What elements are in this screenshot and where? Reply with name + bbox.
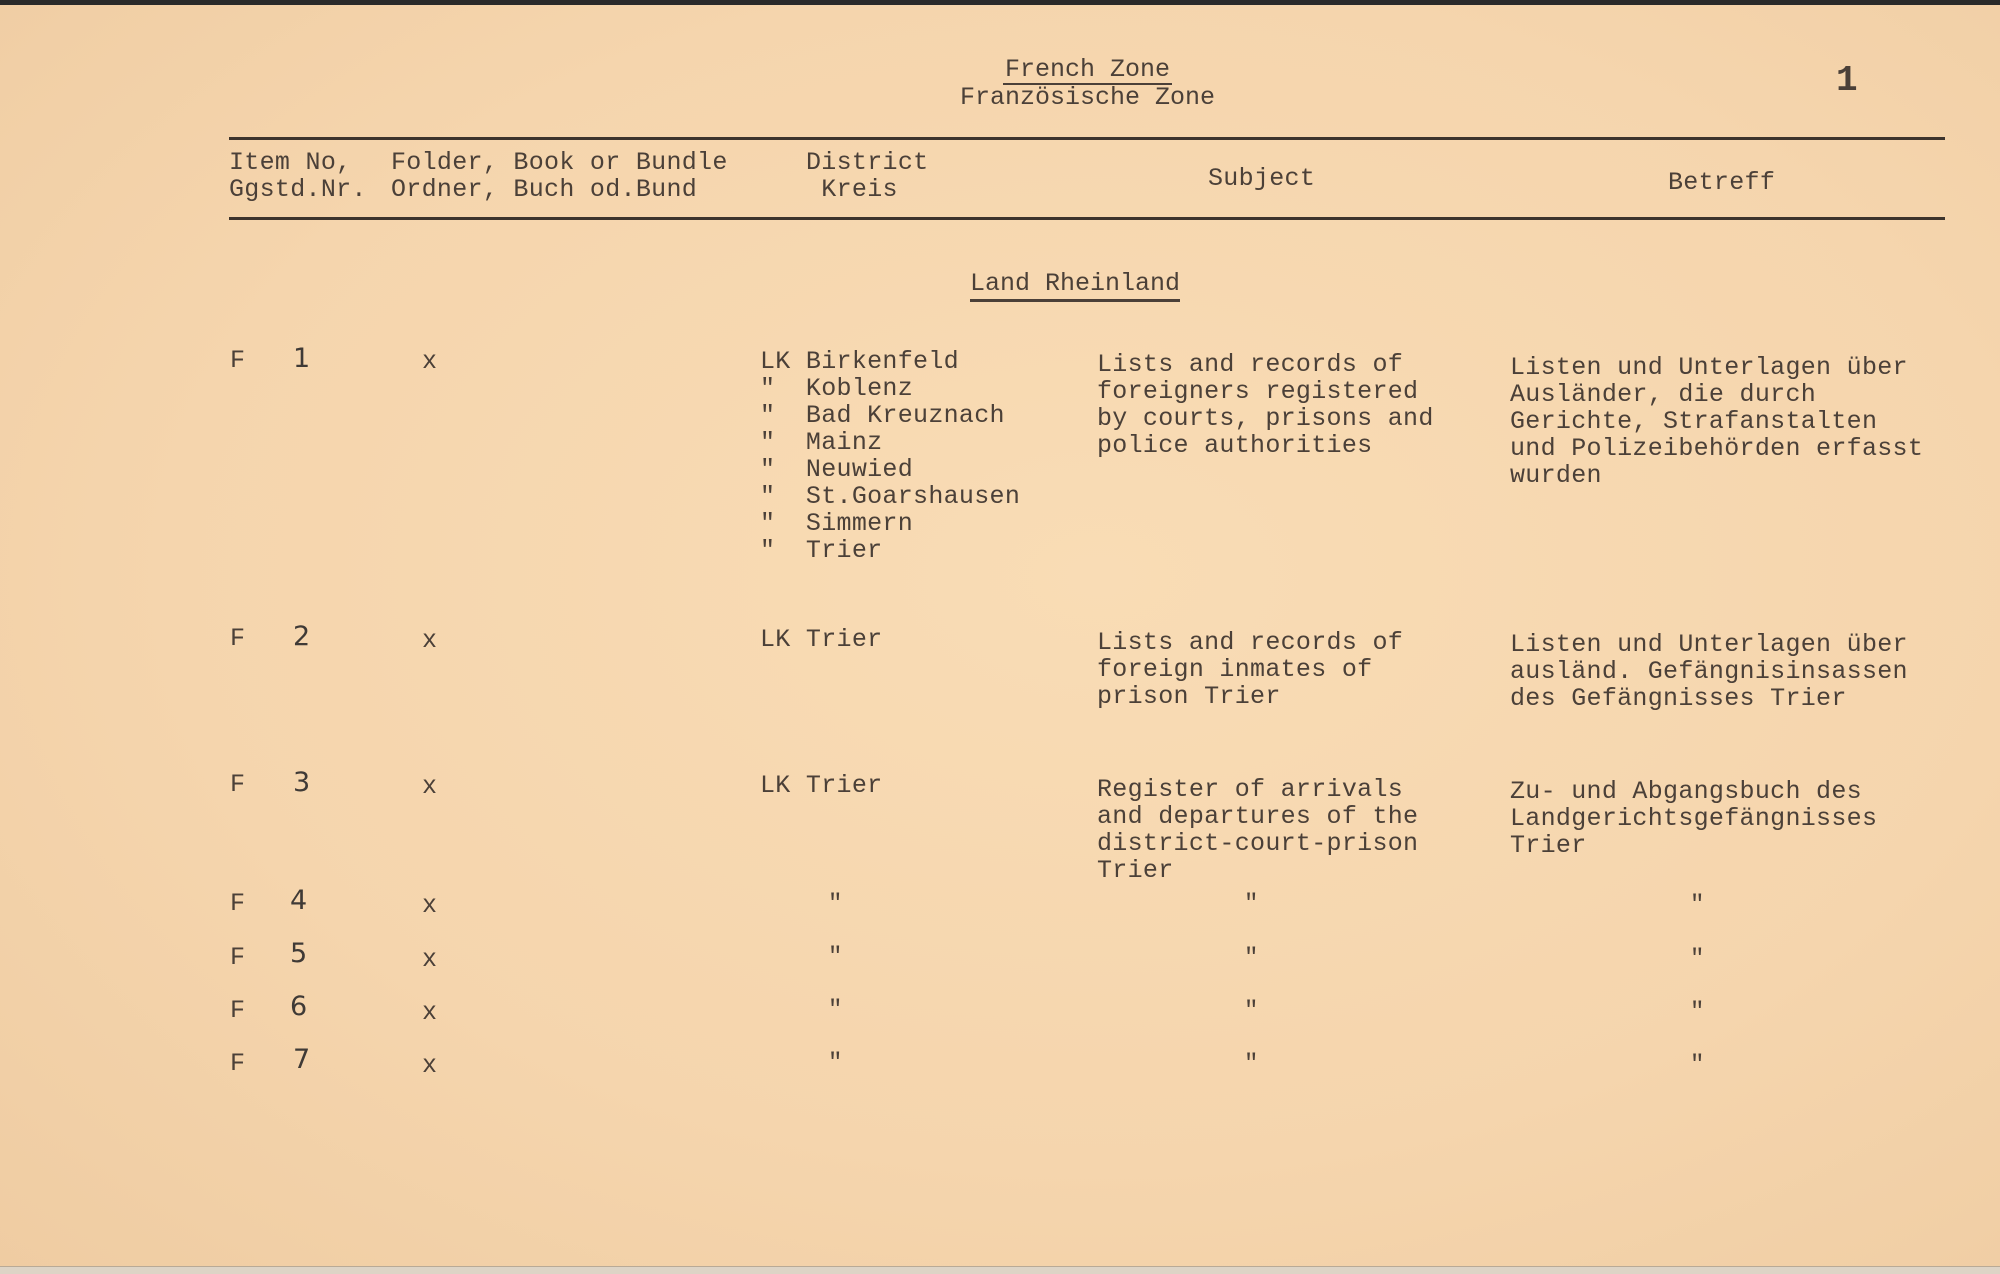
subject-ditto: "	[1244, 1051, 1259, 1078]
subject-cell: Lists and records of foreigners registered by courts, prisons and police authorities	[1097, 350, 1434, 460]
item-number: 5	[290, 938, 308, 969]
folder-mark: x	[422, 1051, 438, 1080]
zone-title-en: French Zone	[1004, 55, 1171, 84]
item-number: 6	[290, 991, 308, 1022]
item-prefix: F	[230, 770, 246, 799]
column-header-item-no: Item No, Ggstd.Nr.	[229, 148, 367, 204]
district-cell: LK Trier	[760, 771, 883, 800]
item-prefix: F	[230, 624, 246, 653]
item-number: 3	[293, 767, 311, 798]
betreff-cell: Listen und Unterlagen über Ausländer, die durch Gerichte, Strafanstalten und Polizeibehörden erfasst wurden	[1510, 353, 1924, 490]
column-header-folder: Folder, Book or Bundle Ordner, Buch od.Bund	[391, 148, 728, 204]
item-number: 1	[293, 343, 311, 374]
district-ditto: "	[828, 944, 843, 971]
folder-mark: x	[422, 626, 438, 655]
item-prefix: F	[230, 346, 246, 375]
betreff-cell: Zu- und Abgangsbuch des Landgerichtsgefängnisses Trier	[1510, 777, 1878, 860]
district-cell: LK Trier	[760, 625, 883, 654]
folder-mark: x	[422, 945, 438, 974]
item-prefix: F	[230, 889, 246, 918]
item-prefix: F	[230, 1049, 246, 1078]
folder-mark: x	[422, 891, 438, 920]
subject-cell: Lists and records of foreign inmates of prison Trier	[1097, 628, 1404, 711]
district-cell: LK Birkenfeld " Koblenz " Bad Kreuznach " Mainz " Neuwied " St.Goarshausen " Simmern " Trier	[760, 347, 1021, 565]
subject-ditto: "	[1244, 945, 1259, 972]
folder-mark: x	[422, 772, 438, 801]
district-ditto: "	[828, 891, 843, 918]
column-header-betreff: Betreff	[1668, 168, 1776, 197]
subject-cell: Register of arrivals and departures of the district-court-prison Trier	[1097, 775, 1419, 885]
district-ditto: "	[828, 997, 843, 1024]
header-rule-bottom	[229, 217, 1945, 220]
subject-ditto: "	[1244, 998, 1259, 1025]
betreff-ditto: "	[1690, 999, 1705, 1026]
column-header-district: District Kreis	[806, 148, 929, 204]
district-ditto: "	[828, 1050, 843, 1077]
item-number: 7	[293, 1044, 311, 1075]
zone-heading	[950, 57, 1225, 111]
folder-mark: x	[422, 347, 438, 376]
header-rule-top	[229, 137, 1945, 140]
column-header-subject: Subject	[1208, 164, 1316, 193]
subject-ditto: "	[1244, 891, 1259, 918]
zone-title-de: Französische Zone	[959, 83, 1216, 112]
betreff-ditto: "	[1690, 1052, 1705, 1079]
betreff-ditto: "	[1690, 892, 1705, 919]
page-bottom-edge	[0, 1266, 2000, 1274]
folder-mark: x	[422, 998, 438, 1027]
item-number: 4	[290, 885, 308, 916]
item-prefix: F	[230, 943, 246, 972]
item-number: 2	[293, 621, 311, 652]
section-title: Land Rheinland	[970, 270, 1180, 302]
betreff-ditto: "	[1690, 946, 1705, 973]
page-number: 1	[1836, 60, 1858, 101]
item-prefix: F	[230, 996, 246, 1025]
betreff-cell: Listen und Unterlagen über ausländ. Gefängnisinsassen des Gefängnisses Trier	[1510, 630, 1908, 713]
